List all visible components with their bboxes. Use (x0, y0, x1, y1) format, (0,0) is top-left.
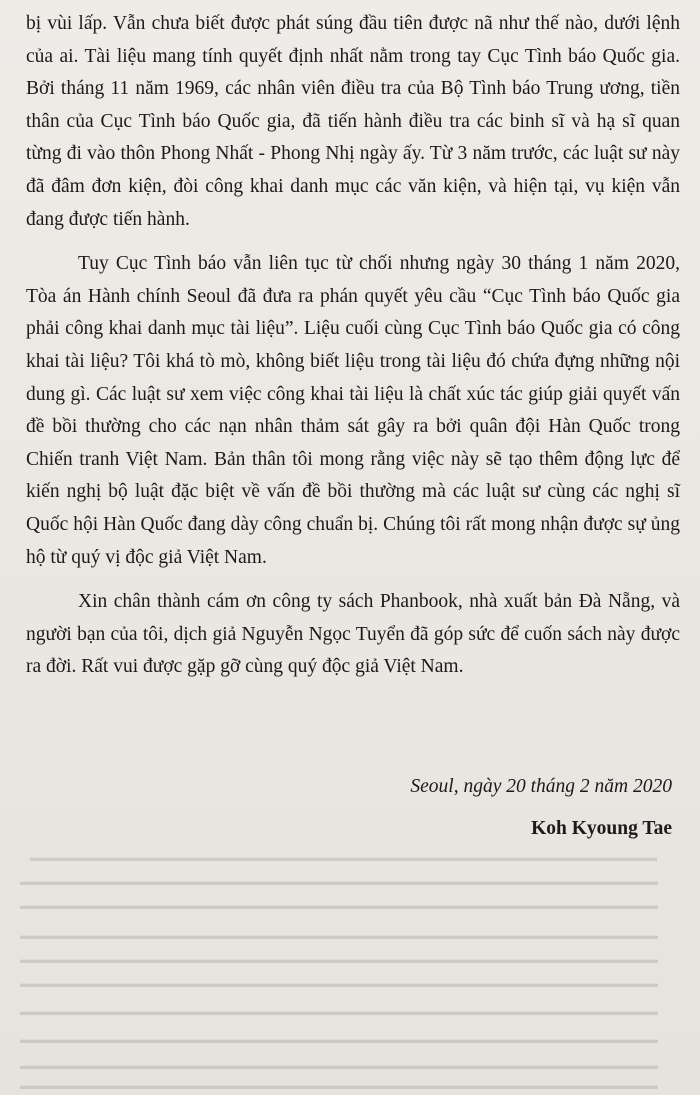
bleed-through-decoration: ▬▬▬▬▬▬▬▬▬▬▬▬▬▬▬▬▬▬▬▬▬▬▬▬▬▬▬▬▬▬▬▬▬▬▬▬▬▬▬▬▬▬▬▬▬▬▬▬▬▬▬▬▬▬▬▬▬▬ (20, 1006, 658, 1018)
bleed-through-decoration: ▬▬▬▬▬▬▬▬▬▬▬▬▬▬▬▬▬▬▬▬▬▬▬▬▬▬▬▬▬▬▬▬▬▬▬▬▬▬▬▬▬▬▬▬▬▬▬▬▬▬▬▬▬▬▬▬▬▬ (20, 900, 658, 912)
bleed-through-decoration: ▬▬▬▬▬▬▬▬▬▬▬▬▬▬▬▬▬▬▬▬▬▬▬▬▬▬▬▬▬▬▬▬▬▬▬▬▬▬▬▬▬▬▬▬▬▬▬▬▬▬▬▬▬▬▬▬▬▬ (20, 876, 658, 888)
paragraph-court-ruling: Tuy Cục Tình báo vẫn liên tục từ chối nhưng ngày 30 tháng 1 năm 2020, Tòa án Hành chính Seoul đã đưa ra phán quyết yêu cầu “Cục Tình báo Quốc gia phải công khai danh mục tài liệu”. Liệu cuối cùng Cục Tình báo Quốc gia có công khai tài liệu? Tôi khá tò mò, không biết liệu trong tài liệu đó chứa đựng những nội dung gì. Các luật sư xem việc công khai tài liệu là chất xúc tác giúp giải quyết vấn đề bồi thường cho các nạn nhân thảm sát gây ra bởi quân đội Hàn Quốc trong Chiến tranh Việt Nam. Bản thân tôi mong rằng việc này sẽ tạo thêm động lực để kiến nghị bộ luật đặc biệt về vấn đề bồi thường mà các luật sư cùng các nghị sĩ Quốc hội Hàn Quốc đang dày công chuẩn bị. Chúng tôi rất mong nhận được sự ủng hộ từ quý vị độc giả Việt Nam. (26, 253, 680, 568)
paragraph-spacer (26, 574, 680, 586)
bleed-through-decoration: ▬▬▬▬▬▬▬▬▬▬▬▬▬▬▬▬▬▬▬▬▬▬▬▬▬▬▬▬▬▬▬▬▬▬▬▬▬▬▬▬▬▬▬▬▬▬▬▬▬▬▬▬▬▬▬▬▬▬ (20, 1034, 658, 1046)
bleed-through-decoration: ▬▬▬▬▬▬▬▬▬▬▬▬▬▬▬▬▬▬▬▬▬▬▬▬▬▬▬▬▬▬▬▬▬▬▬▬▬▬▬▬▬▬▬▬▬▬▬▬▬▬▬▬▬▬▬▬▬ (30, 852, 657, 864)
signoff-author: Koh Kyoung Tae (531, 818, 672, 839)
paragraph-acknowledgements: Xin chân thành cám ơn công ty sách Phanbook, nhà xuất bản Đà Nẵng, và người bạn của tôi, dịch giả Nguyễn Ngọc Tuyển đã góp sức để cuốn sách này được ra đời. Rất vui được gặp gỡ cùng quý độc giả Việt Nam. (26, 591, 680, 678)
bleed-through-decoration: ▬▬▬▬▬▬▬▬▬▬▬▬▬▬▬▬▬▬▬▬▬▬▬▬▬▬▬▬▬▬▬▬▬▬▬▬▬▬▬▬▬▬▬▬▬▬▬▬▬▬▬▬▬▬▬▬▬▬ (20, 1060, 658, 1072)
bleed-through-decoration: ▬▬▬▬▬▬▬▬▬▬▬▬▬▬▬▬▬▬▬▬▬▬▬▬▬▬▬▬▬▬▬▬▬▬▬▬▬▬▬▬▬▬▬▬▬▬▬▬▬▬▬▬▬▬▬▬▬▬ (20, 1080, 658, 1092)
bleed-through-decoration: ▬▬▬▬▬▬▬▬▬▬▬▬▬▬▬▬▬▬▬▬▬▬▬▬▬▬▬▬▬▬▬▬▬▬▬▬▬▬▬▬▬▬▬▬▬▬▬▬▬▬▬▬▬▬▬▬▬▬ (20, 978, 658, 990)
bleed-through-decoration: ▬▬▬▬▬▬▬▬▬▬▬▬▬▬▬▬▬▬▬▬▬▬▬▬▬▬▬▬▬▬▬▬▬▬▬▬▬▬▬▬▬▬▬▬▬▬▬▬▬▬▬▬▬▬▬▬▬▬ (20, 954, 658, 966)
body-text (26, 8, 680, 684)
bleed-through-decoration: ▬▬▬▬▬▬▬▬▬▬▬▬▬▬▬▬▬▬▬▬▬▬▬▬▬▬▬▬▬▬▬▬▬▬▬▬▬▬▬▬▬▬▬▬▬▬▬▬▬▬▬▬▬▬▬▬▬▬ (20, 930, 658, 942)
paragraph-continued: bị vùi lấp. Vẫn chưa biết được phát súng đầu tiên được nã như thế nào, dưới lệnh của ai. Tài liệu mang tính quyết định nhất nằm trong tay Cục Tình báo Quốc gia. Bởi tháng 11 năm 1969, các nhân viên điều tra của Bộ Tình báo Trung ương, tiền thân của Cục Tình báo Quốc gia, đã tiến hành điều tra các binh sĩ và hạ sĩ quan từng đi vào thôn Phong Nhất - Phong Nhị ngày ấy. Từ 3 năm trước, các luật sư này đã đâm đơn kiện, đòi công khai danh mục các văn kiện, và hiện tại, vụ kiện vẫn đang được tiến hành. (26, 13, 680, 230)
paragraph-spacer (26, 236, 680, 248)
signoff-place-date: Seoul, ngày 20 tháng 2 năm 2020 (410, 776, 672, 797)
